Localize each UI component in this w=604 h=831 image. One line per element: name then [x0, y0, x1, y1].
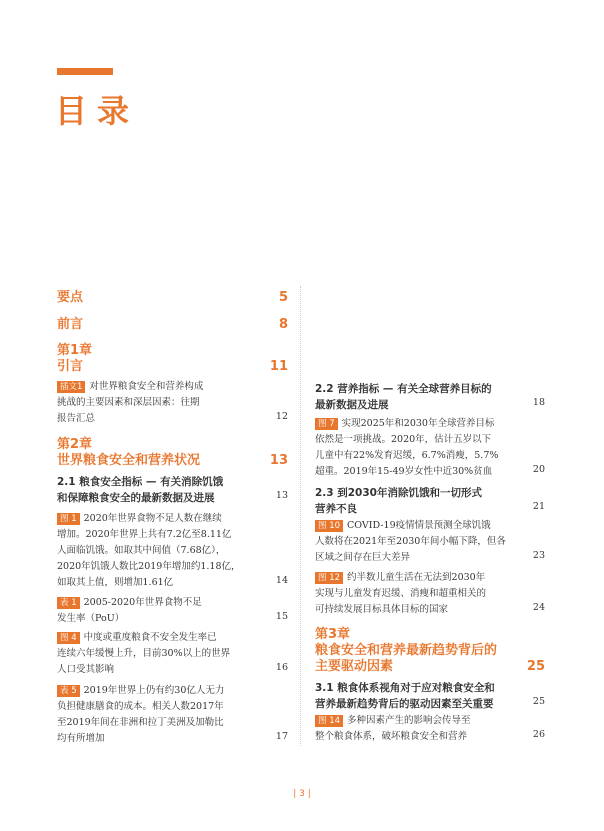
section-2-1-line: 2.1 粮食安全指标 — 有关消除饥饿 — [57, 476, 224, 488]
figure-12-line: 实现与儿童发育迟缓、消瘦和超重相关的 — [315, 588, 487, 599]
chapter-3-page: 25 — [526, 659, 545, 674]
toc-section-3-1[interactable] — [315, 680, 495, 712]
toc-figure-10[interactable] — [315, 518, 506, 566]
figure-1-line: 如取其上值，则增加1.61亿 — [57, 577, 174, 588]
chapter-2-number: 第2章 — [57, 437, 93, 452]
figure-10-line: 人数将在2021年至2030年间小幅下降，但各 — [315, 536, 506, 547]
figure-7-line: 超重。2019年15-49岁女性中近30%贫血 — [315, 466, 493, 477]
chapter-3-number: 第3章 — [315, 627, 351, 642]
figure-14-line: 多种因素产生的影响会传导至 — [347, 715, 471, 726]
toc-table-1[interactable] — [57, 595, 202, 627]
box-1-line: 挑战的主要因素和深层因素：往期 — [57, 397, 200, 408]
section-2-2-page: 18 — [532, 397, 545, 408]
figure-1-line: 人面临饥饿。如取其中间值（7.68亿）， — [57, 545, 226, 556]
figure-12-line: 可持续发展目标具体目标的国家 — [315, 604, 449, 615]
figure-12-line: 约半数儿童生活在无法到2030年 — [347, 572, 486, 583]
toc-foreword-label: 前言 — [57, 317, 84, 332]
figure-4-line: 连续六年缓慢上升，目前30%以上的世界 — [57, 648, 231, 659]
toc-figure-7[interactable] — [315, 416, 498, 480]
figure-4-tag: 图 4 — [57, 632, 80, 644]
figure-4-line: 中度或重度粮食不安全发生率已 — [83, 632, 217, 643]
page-title: 目录 — [55, 92, 140, 130]
chapter-3-title: 粮食安全和营养最新趋势背后的 — [315, 643, 498, 658]
figure-1-line: 2020年饥饿人数比2019年增加约1.18亿， — [57, 561, 241, 572]
section-2-3-line: 2.3 到2030年消除饥饿和一切形式 — [315, 487, 482, 499]
figure-4-line: 人口受其影响 — [57, 664, 115, 675]
chapter-2-page: 13 — [269, 453, 288, 468]
figure-10-line: 区域之间存在巨大差异 — [315, 552, 411, 563]
box-1-line: 对世界粮食安全和营养构成 — [89, 381, 204, 392]
figure-1-page: 14 — [275, 575, 288, 586]
toc-summary-page: 5 — [278, 290, 288, 305]
toc-chapter-1[interactable] — [57, 343, 92, 375]
toc-figure-14[interactable] — [315, 713, 471, 745]
section-2-1-line: 和保障粮食安全的最新数据及进展 — [57, 492, 215, 504]
table-1-line: 2005-2020年世界食物不足 — [83, 597, 202, 608]
section-2-2-line: 2.2 营养指标 — 有关全球营养目标的 — [315, 383, 492, 395]
figure-7-line: 儿童中有22%发育迟缓，6.7%消瘦，5.7% — [315, 450, 499, 461]
figure-12-tag: 图 12 — [315, 572, 343, 584]
toc-box-1[interactable] — [57, 379, 203, 427]
chapter-1-title: 引言 — [57, 359, 84, 374]
figure-14-tag: 图 14 — [315, 715, 343, 727]
page-number: | 3 | — [293, 789, 311, 799]
toc-section-2-3[interactable] — [315, 485, 482, 517]
figure-7-line: 依然是一项挑战。2020年，估计五岁以下 — [315, 434, 492, 445]
table-5-line: 2019年世界上仍有约30亿人无力 — [83, 685, 225, 696]
section-3-1-line: 3.1 粮食体系视角对于应对粮食安全和 — [315, 682, 495, 694]
section-2-1-page: 13 — [275, 490, 288, 501]
toc-section-2-1[interactable] — [57, 474, 223, 506]
toc-foreword-page: 8 — [278, 317, 288, 332]
toc-summary-label: 要点 — [57, 290, 84, 305]
toc-table-5[interactable] — [57, 683, 224, 747]
figure-14-line: 整个粮食体系，破坏粮食安全和营养 — [315, 731, 468, 742]
section-2-3-line: 营养不良 — [315, 503, 357, 515]
toc-figure-12[interactable] — [315, 570, 486, 618]
table-5-line: 均有所增加 — [57, 733, 105, 744]
table-5-line: 负担健康膳食的成本。相关人数2017年 — [57, 701, 224, 712]
toc-chapter-2[interactable] — [57, 437, 200, 469]
table-1-page: 15 — [275, 611, 288, 622]
figure-10-tag: 图 10 — [315, 520, 343, 532]
column-divider — [300, 286, 301, 746]
section-2-3-page: 21 — [532, 501, 545, 512]
table-5-tag: 表 5 — [57, 685, 80, 697]
figure-7-line: 实现2025年和2030年全球营养目标 — [341, 418, 495, 429]
table-5-line: 至2019年间在非洲和拉丁美洲及加勒比 — [57, 717, 224, 728]
toc-foreword[interactable] — [57, 317, 83, 333]
figure-7-page: 20 — [532, 464, 545, 475]
figure-4-page: 16 — [275, 662, 288, 673]
table-1-tag: 表 1 — [57, 597, 80, 609]
table-1-line: 发生率（PoU） — [57, 613, 125, 624]
section-3-1-line: 营养最新趋势背后的驱动因素至关重要 — [315, 698, 494, 710]
figure-1-line: 增加。2020年世界上共有7.2亿至8.11亿 — [57, 529, 232, 540]
toc-chapter-3[interactable] — [315, 627, 497, 675]
figure-7-tag: 图 7 — [315, 418, 338, 430]
figure-10-line: COVID-19疫情情景预测全球饥饿 — [347, 520, 491, 531]
figure-1-line: 2020年世界食物不足人数在继续 — [83, 513, 222, 524]
figure-1-tag: 图 1 — [57, 513, 80, 525]
chapter-1-page: 11 — [269, 359, 288, 374]
toc-section-2-2[interactable] — [315, 381, 492, 413]
box-1-page: 12 — [275, 411, 288, 422]
figure-12-page: 24 — [532, 602, 545, 613]
chapter-3-title: 主要驱动因素 — [315, 659, 394, 674]
accent-bar — [57, 68, 113, 75]
section-2-2-line: 最新数据及进展 — [315, 399, 389, 411]
chapter-1-number: 第1章 — [57, 343, 93, 358]
box-1-line: 报告汇总 — [57, 413, 96, 424]
box-1-tag: 插文1 — [57, 381, 85, 393]
figure-14-page: 26 — [532, 729, 545, 740]
toc-figure-1[interactable] — [57, 511, 241, 591]
figure-10-page: 23 — [532, 550, 545, 561]
toc-summary[interactable] — [57, 290, 83, 306]
table-5-page: 17 — [275, 731, 288, 742]
toc-figure-4[interactable] — [57, 630, 230, 678]
section-3-1-page: 25 — [532, 696, 545, 707]
chapter-2-title: 世界粮食安全和营养状况 — [57, 453, 201, 468]
